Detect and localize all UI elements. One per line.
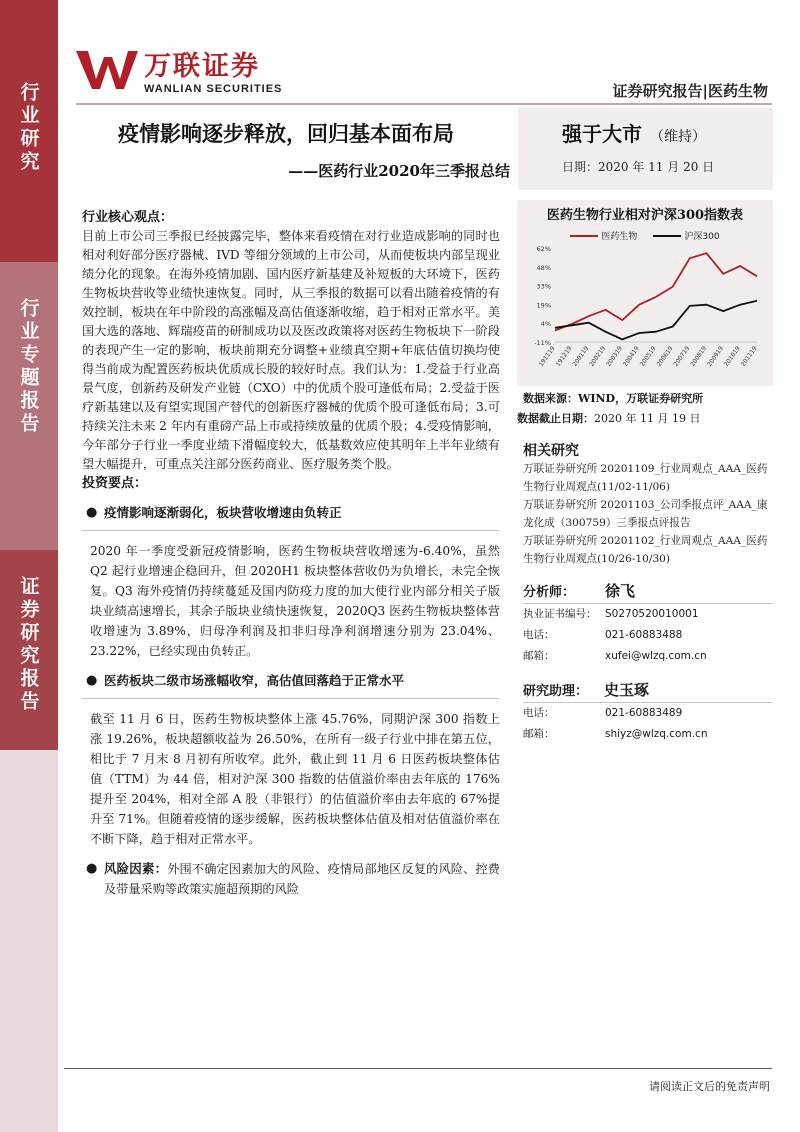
bullet-icon: ●	[86, 673, 98, 688]
x-tick-label: 201119	[739, 345, 759, 368]
assistant-phone: 021-60883489	[605, 707, 683, 719]
rating-status: （维持）	[650, 129, 706, 145]
related-heading: 相关研究	[523, 443, 579, 459]
x-tick-label: 191119	[537, 345, 557, 368]
divider	[82, 698, 500, 699]
invest-point	[82, 671, 500, 690]
x-tick-label: 201019	[722, 345, 742, 368]
data-cutoff-date: 2020 年 11 月 19 日	[594, 412, 701, 425]
invest-point-title: 疫情影响逐渐弱化，板块营收增速由负转正	[104, 505, 342, 520]
assistant-label: 研究助理：	[523, 684, 589, 699]
analyst-cert-label: 执业证书编号：	[523, 608, 597, 620]
related-item[interactable]: 万联证券研究所 20201103_公司季报点评_AAA_康龙化成（300759）三季报点评报告	[523, 499, 768, 529]
core-view-heading: 行业核心观点：	[82, 210, 174, 225]
bullet-icon: ●	[86, 861, 98, 876]
assistant-block	[517, 679, 773, 745]
legend-item	[653, 229, 719, 242]
x-tick-label: 200619	[655, 345, 675, 368]
x-tick-label: 200419	[621, 345, 641, 368]
invest-point-text: 截至 11 月 6 日，医药生物板块整体上涨 45.76%，同期沪深 300 指数上涨 19.26%，板块超额收益为 26.50%，在所有一级子行业中排在第五位，相比于 7 月末 8 月初有所收窄。此外，截止到 11 月 6 日医药板块整体估值（TTM）为 44 倍，相对沪深 300 指数的估值溢价率由去年底的 176%提升至 204%，相对全部 A 股（非银行）的估值溢价率由去年底的 67%提升至 71%。但随着疫情的逐步缓解，医药板块整体估值及相对估值溢价率在不断下降，趋于相对正常水平。	[90, 712, 500, 846]
invest-point-text: 2020 年一季度受新冠疫情影响，医药生物板块营收增速为-6.40%，虽然 Q2 起行业增速企稳回升，但 2020H1 板块整体营收仍为负增长，未完全恢复。Q3 海外疫情仍持续蔓延及国内防疫力度的加大使行业内部分相关子版块业绩高速增长，其余子版块业绩快速恢复，2020Q3 医药生物板块整体营收增速为 3.89%，归母净利润及扣非归母净利润增速分别为 23.04%、23.22%，已经实现由负转正。	[90, 544, 500, 658]
chart-title: 医药生物行业相对沪深300指数表	[546, 208, 744, 223]
x-tick-label: 191219	[554, 345, 574, 368]
legend-label: 沪深300	[684, 232, 720, 242]
rating-box	[518, 108, 773, 190]
wanlian-logo-icon	[76, 49, 138, 91]
disclaimer-note: 请阅读正文后的免责声明	[649, 1080, 770, 1093]
core-view-text: 目前上市公司三季报已经披露完毕，整体来看疫情在对行业造成影响的同时也相对利好部分医疗器械、IVD 等细分领域的上市公司，从而使板块内部呈现业绩分化的现象。在海外疫情加剧、国内医疗新基建及补短板的大环境下，医药生物板块营收等业绩快速恢复。同时，从三季报的数据可以看出随着疫情的有效控制，板块在年中阶段的高涨幅及高估值逐渐收缩，趋于相对正常水平。美国大选的落地、辉瑞疫苗的研制成功以及医改政策将对医药生物板块下一阶段的表现产生一定的影响，板块前期充分调整+业绩真空期+年底估值切换均使得当前成为配置医药板块优质成长股的较好时点。我们认为：1.受益于行业高景气度，创新药及研发产业链（CXO）中的优质个股可逢低布局；2.受益于医疗新基建以及有望实现国产替代的创新医疗器械的优质个股可逢低布局；3.可持续关注未来 2 年内有重磅产品上市或持续放量的优质个股；4.受疫情影响，今年部分子行业一季度业绩下滑幅度较大，低基数效应使其明年上半年业绩有望大幅提升，可重点关注部分医药商业、医疗服务类个股。	[82, 229, 500, 471]
related-item[interactable]: 万联证券研究所 20201102_行业周观点_AAA_医药生物行业周观点(10/26-10/30)	[523, 535, 768, 565]
risk-text: 外围不确定因素加大的风险、疫情局部地区反复的风险、控费及带量采购等政策实施超预期的风险	[104, 862, 500, 896]
footer-divider	[64, 1068, 772, 1069]
rating	[562, 118, 706, 147]
assistant-email[interactable]: shiyz@wlzq.com.cn	[605, 728, 708, 740]
x-tick-label: 200519	[638, 345, 658, 368]
data-cutoff	[517, 410, 773, 426]
x-tick-label: 200719	[672, 345, 692, 368]
y-tick-label: 62%	[536, 245, 551, 253]
assistant-email-label: 邮箱：	[523, 728, 555, 740]
y-tick-label: 48%	[536, 263, 551, 272]
y-tick-label: -11%	[534, 339, 551, 347]
divider	[82, 530, 500, 531]
brand-name-en: WANLIAN SECURITIES	[144, 83, 283, 95]
report-title: 疫情影响逐步释放，回归基本面布局	[118, 121, 454, 146]
analyst-email-label: 邮箱：	[523, 650, 555, 662]
data-cutoff-label: 数据截止日期：	[517, 412, 594, 425]
assistant-phone-label: 电话：	[523, 707, 555, 719]
analyst-label: 分析师：	[523, 585, 576, 600]
x-tick-label: 200119	[571, 345, 591, 368]
brand-logo	[76, 44, 282, 95]
legend-swatch	[653, 235, 681, 237]
header-divider	[76, 103, 772, 105]
y-tick-label: 19%	[536, 301, 551, 310]
report-type: 证券研究报告|医药生物	[612, 82, 768, 100]
legend-swatch	[570, 235, 598, 237]
chart-source: 数据来源：WIND，万联证券研究所	[523, 392, 704, 405]
analyst-cert: S0270520010001	[605, 608, 699, 620]
risk-point	[82, 859, 500, 899]
side-tab-securities-report: 证券研究报告	[0, 550, 58, 750]
line-chart	[517, 242, 773, 382]
analyst-phone: 021-60883488	[605, 629, 683, 641]
invest-point	[82, 503, 500, 522]
y-tick-label: 33%	[536, 282, 551, 291]
chart-panel	[517, 200, 773, 386]
chart-legend	[517, 229, 773, 242]
bullet-icon: ●	[86, 505, 98, 520]
x-tick-label: 200819	[689, 345, 709, 368]
x-tick-label: 200319	[605, 345, 624, 368]
report-date: 日期：2020 年 11 月 20 日	[562, 160, 715, 174]
series-line	[555, 301, 757, 340]
analyst-name: 徐飞	[605, 582, 636, 600]
side-tab-industry-research: 行业研究	[0, 0, 58, 262]
rating-value: 强于大市	[562, 122, 642, 146]
report-subtitle: ——医药行业2020年三季报总结	[288, 162, 510, 180]
analyst-block	[517, 580, 773, 667]
y-tick-label: 4%	[540, 320, 551, 329]
side-tab-industry-topic: 行业专题报告	[0, 262, 58, 550]
series-line	[555, 253, 757, 330]
legend-item	[570, 229, 637, 242]
legend-label: 医药生物	[601, 232, 638, 242]
analyst-email[interactable]: xufei@wlzq.com.cn	[605, 650, 707, 662]
sidebar	[517, 200, 773, 745]
assistant-name: 史玉琢	[604, 681, 650, 699]
risk-label: 风险因素：	[104, 861, 168, 876]
side-band-bottom	[0, 750, 58, 1132]
main-content	[82, 208, 500, 899]
x-tick-label: 200219	[588, 345, 608, 368]
brand-name-cn: 万联证券	[144, 51, 260, 82]
analyst-phone-label: 电话：	[523, 629, 555, 641]
related-item[interactable]: 万联证券研究所 20201109_行业周观点_AAA_医药生物行业周观点(11/02-11/06)	[523, 463, 768, 493]
x-tick-label: 200919	[706, 345, 725, 368]
invest-point-title: 医药板块二级市场涨幅收窄，高估值回落趋于正常水平	[104, 673, 405, 688]
invest-heading: 投资要点：	[82, 476, 148, 491]
